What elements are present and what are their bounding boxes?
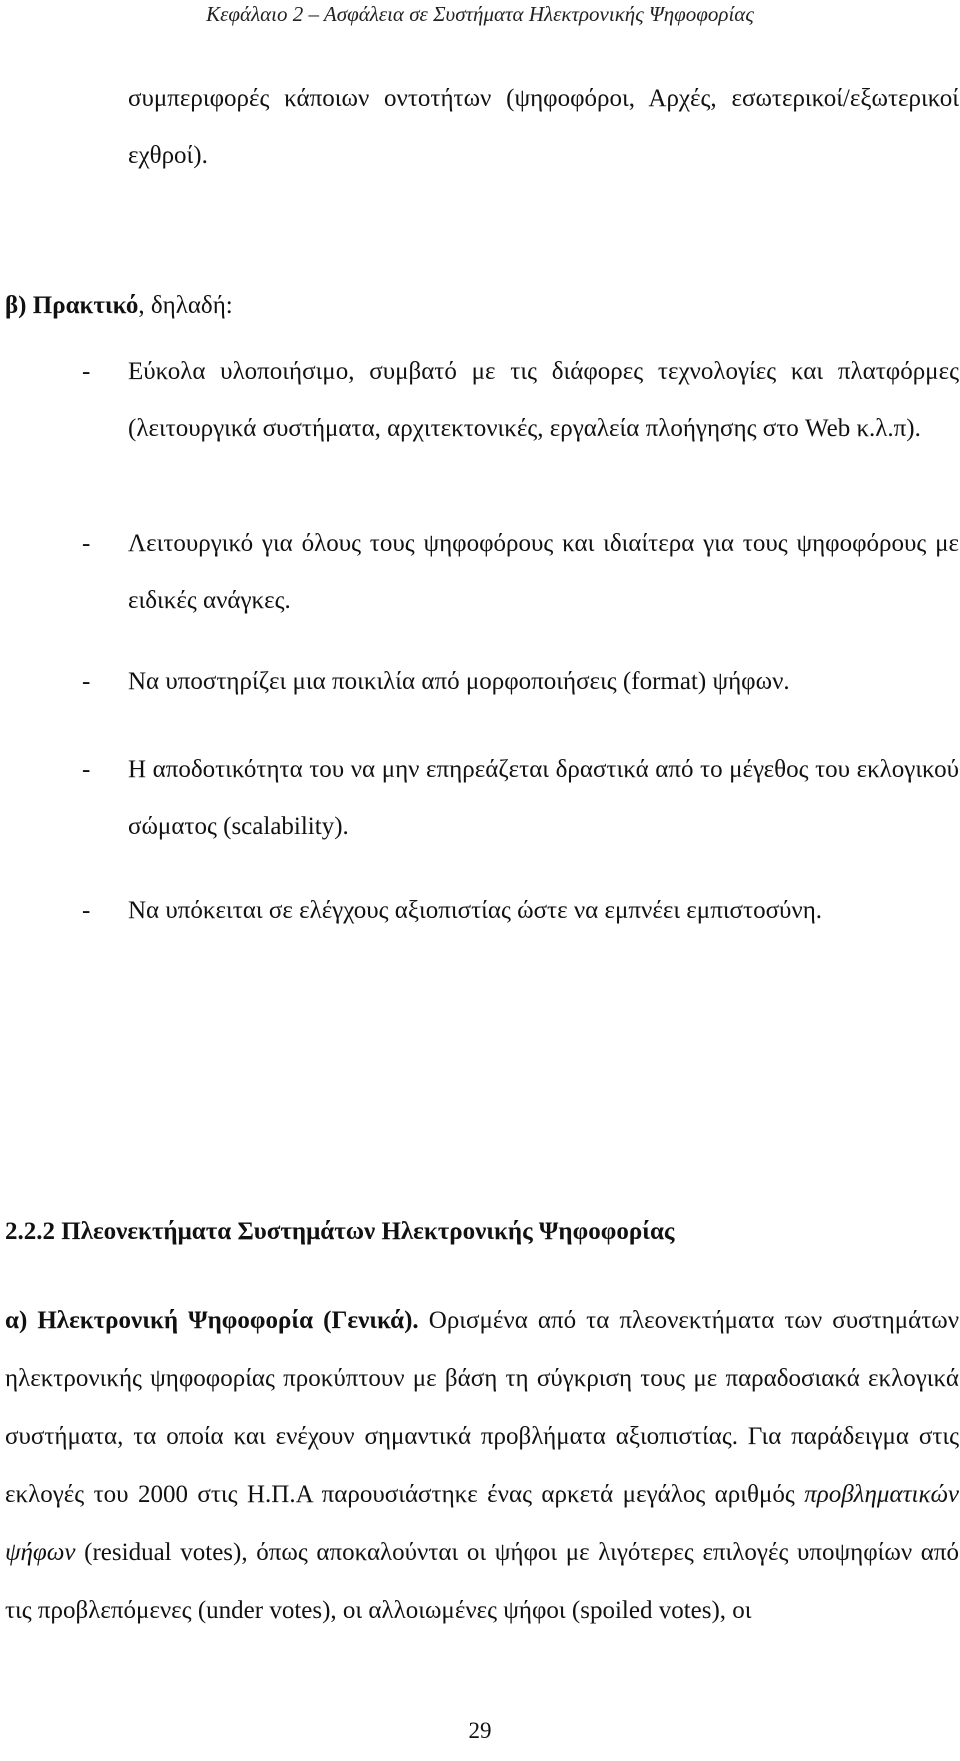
- list-item-text: Η αποδοτικότητα του να μην επηρεάζεται δραστικά από το μέγεθος του εκλογικού σώματος (scalability).: [128, 756, 959, 840]
- section-heading: 2.2.2 Πλεονεκτήματα Συστημάτων Ηλεκτρονικής Ψηφοφορίας: [5, 1218, 675, 1245]
- list-dash: -: [82, 668, 91, 695]
- list-item-text: Να υποστηρίζει μια ποικιλία από μορφοποιήσεις (format) ψήφων.: [128, 668, 790, 695]
- list-dash: -: [82, 756, 91, 783]
- paragraph-text-2: (residual votes), όπως αποκαλούνται οι ψήφοι με λιγότερες επιλογές υποψηφίων από τις προβλεπόμενες (under votes), οι αλλοιωμένες ψήφοι (spoiled votes), οι: [5, 1539, 959, 1624]
- paragraph-text-1: Ορισμένα από τα πλεονεκτήματα των συστημάτων ηλεκτρονικής ψηφοφορίας προκύπτουν με βάση τη σύγκριση τους με παραδοσιακά εκλογικά συστήματα, τα οποία και ενέχουν σημαντικά προβλήματα αξιοπιστίας. Για παράδειγμα στις εκλογές του 2000 στις Η.Π.Α παρουσιάστηκε ένας αρκετά μεγάλος αριθμός: [5, 1307, 959, 1508]
- list-item-text: Να υπόκειται σε ελέγχους αξιοπιστίας ώστε να εμπνέει εμπιστοσύνη.: [128, 897, 823, 924]
- page-number: 29: [468, 1718, 492, 1743]
- list-dash: -: [82, 897, 91, 924]
- list-dash: -: [82, 358, 91, 385]
- running-header: Κεφάλαιο 2 – Ασφάλεια σε Συστήματα Ηλεκτρονικής Ψηφοφορίας: [206, 2, 754, 26]
- practical-rest: , δηλαδή:: [138, 292, 233, 319]
- paragraph-italic-term: προβληματικών ψήφων: [5, 1481, 959, 1566]
- list-item-text: Εύκολα υλοποιήσιμο, συμβατό με τις διάφορες τεχνολογίες και πλατφόρμες (λειτουργικά συστήματα, αρχιτεκτονικές, εργαλεία πλοήγησης στο Web κ.λ.π).: [128, 358, 959, 442]
- paragraph-lead: α) Ηλεκτρονική Ψηφοφορία (Γενικά).: [5, 1307, 419, 1334]
- list-item-text: Λειτουργικό για όλους τους ψηφοφόρους και ιδιαίτερα για τους ψηφοφόρους με ειδικές ανάγκες.: [128, 530, 959, 614]
- body-paragraph: [5, 1292, 959, 1640]
- practical-subheading: [5, 277, 905, 334]
- practical-label: β) Πρακτικό: [5, 292, 139, 319]
- list-dash: -: [82, 530, 91, 557]
- intro-continuation-text: συμπεριφορές κάποιων οντοτήτων (ψηφοφόροι, Αρχές, εσωτερικοί/εξωτερικοί εχθροί).: [128, 85, 959, 169]
